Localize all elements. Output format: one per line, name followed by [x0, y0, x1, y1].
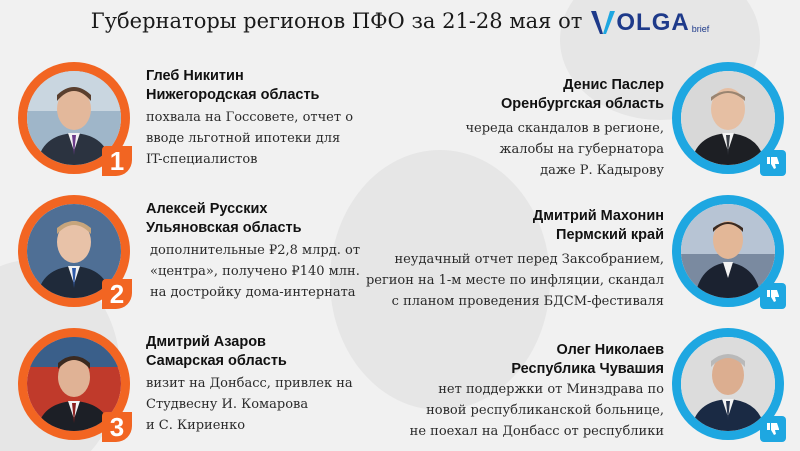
- logo-sub: brief: [691, 24, 710, 34]
- reason-line: дополнительные ₽2,8 млрд. от: [150, 243, 361, 258]
- governor-photo: [672, 328, 784, 440]
- reason-line: новой республиканской больнице,: [426, 403, 664, 418]
- thumbs-down-icon: [760, 416, 786, 442]
- governor-region: Самарская область: [146, 353, 287, 369]
- governor-name: Алексей Русских: [146, 201, 268, 217]
- thumbs-down-icon: [760, 283, 786, 309]
- governor-photo: [18, 62, 130, 174]
- reason-line: Студвесну И. Комарова: [146, 397, 309, 412]
- governor-region: Нижегородская область: [146, 87, 320, 103]
- reason-line: похвала на Госсовете, отчет о: [146, 110, 354, 125]
- reason-line: «центра», получено ₽140 млн.: [150, 264, 360, 279]
- governor-region: Республика Чувашия: [511, 361, 664, 377]
- thumbs-down-icon: [760, 150, 786, 176]
- governor-name: Денис Паслер: [563, 77, 664, 93]
- reason-line: не поехал на Донбасс от республики: [409, 424, 664, 439]
- reason-line: неудачный отчет перед Заксобранием,: [394, 252, 664, 267]
- governor-photo: [672, 195, 784, 307]
- reason-line: даже Р. Кадырову: [540, 163, 664, 178]
- logo-word: OLGA: [616, 9, 690, 36]
- title-text: Губернаторы регионов ПФО за 21-28 мая от: [90, 9, 583, 33]
- bottom-governor-card: [465, 76, 664, 181]
- reason-line: вводе льготной ипотеки для: [146, 131, 341, 146]
- volga-v-icon: [590, 8, 616, 36]
- rank-badge: 2: [102, 279, 132, 309]
- governor-photo: [672, 62, 784, 174]
- reason-line: жалобы на губернатора: [499, 142, 664, 157]
- rank-badge: 1: [102, 146, 132, 176]
- reason-line: на достройку дома-интерната: [150, 285, 356, 300]
- page-title: [0, 6, 800, 36]
- volga-brief-logo: [590, 6, 709, 36]
- reason-line: регион на 1-м месте по инфляции, скандал: [365, 273, 664, 288]
- governor-photo: [18, 328, 130, 440]
- reason-line: IT-специалистов: [146, 152, 258, 167]
- top-governor-card: [146, 200, 360, 303]
- top-governor-card: [146, 67, 353, 170]
- governor-photo: [18, 195, 130, 307]
- governor-region: Оренбургская область: [501, 96, 664, 112]
- governor-name: Дмитрий Азаров: [146, 334, 266, 350]
- reason-line: нет поддержки от Минздрава по: [438, 382, 664, 397]
- reason-line: и С. Кириенко: [146, 418, 246, 433]
- governor-region: Пермский край: [556, 227, 664, 243]
- top-governor-card: [146, 333, 353, 436]
- governor-region: Ульяновская область: [146, 220, 302, 236]
- bottom-governor-card: [366, 207, 664, 312]
- bottom-governor-card: [410, 341, 664, 442]
- governor-name: Олег Николаев: [556, 342, 664, 358]
- governor-name: Глеб Никитин: [146, 68, 244, 84]
- reason-line: визит на Донбасс, привлек на: [146, 376, 353, 391]
- reason-line: с планом проведения БДСМ-фестиваля: [391, 294, 664, 309]
- rank-badge: 3: [102, 412, 132, 442]
- reason-line: череда скандалов в регионе,: [465, 121, 664, 136]
- governor-name: Дмитрий Махонин: [532, 208, 664, 224]
